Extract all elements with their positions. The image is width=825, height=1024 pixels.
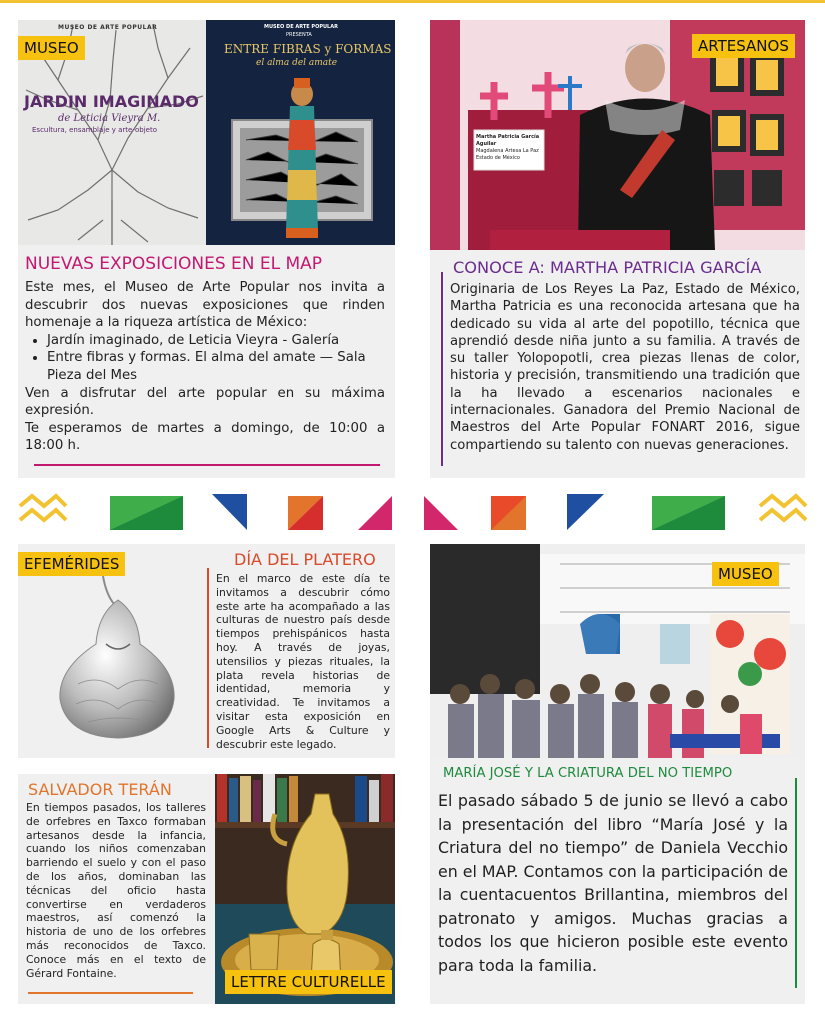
salvador-teran-body: En tiempos pasados, los talleres de orfebres en Taxco formaban artesanos desde la infancia, cuando los niños comenzaban barriendo el suelo y con el paso de los años, dominaban las técnicas del oficio hasta convertirse en verdaderos maestros, así comenzó la historia de uno de los orfebres más reconocidos de Taxco. Conoce más en el texto de Gérard Fontaine. [26, 801, 206, 980]
poster1-small-title: MUSEO DE ARTE POPULAR [58, 24, 158, 31]
artisan-placard [476, 134, 542, 162]
silver-vessel-image [48, 574, 188, 744]
list-item: • Entre fibras y formas. El alma del amate — Sala Pieza del Mes [47, 349, 385, 384]
poster2-title: ENTRE FIBRAS y FORMAS [224, 42, 392, 56]
schedule-paragraph: Te esperamos de martes a domingo, de 10:00 a 18:00 h. [25, 420, 385, 454]
top-accent-line [0, 0, 825, 3]
nuevas-exposiciones-card [18, 20, 395, 478]
dia-del-platero-heading: DÍA DEL PLATERO [234, 550, 376, 569]
green-side-rule [795, 778, 797, 988]
nuevas-exposiciones-body [25, 279, 385, 455]
amate-artwork [206, 20, 395, 245]
placard-origin: Magdalena Artesa La Paz Estado de México [476, 148, 539, 161]
orange-underline [28, 992, 193, 994]
museo-tag: MUSEO [18, 36, 85, 60]
entre-fibras-poster [206, 20, 395, 245]
poster2-small-title: MUSEO DE ARTE POPULAR [264, 24, 338, 30]
poster1-subtitle: Escultura, ensamblaje y arte-objeto [32, 126, 157, 134]
salvador-teran-card [18, 774, 395, 1004]
artesanos-card [430, 20, 805, 478]
intro-paragraph: Este mes, el Museo de Arte Popular nos invita a descubrir dos nuevas exposiciones que rinden homenaje a la riqueza artística de México: [25, 280, 385, 331]
efemerides-card [18, 544, 395, 758]
efemerides-tag: EFEMÉRIDES [18, 552, 125, 576]
maria-jose-card [430, 544, 805, 1004]
list-item: • Jardín imaginado, de Leticia Vieyra - Galería [47, 332, 385, 350]
poster1-title: JARDIN IMAGINADO [24, 92, 199, 111]
invite-paragraph: Ven a disfrutar del arte popular en su máxima expresión. [25, 385, 385, 419]
orange-side-rule [207, 568, 209, 748]
martha-heading: CONOCE A: MARTHA PATRICIA GARCÍA [453, 258, 762, 277]
magenta-underline [34, 464, 380, 466]
dia-del-platero-body: En el marco de este día te invitamos a descubrir cómo este arte ha acompañado a las culturas de nuestro país desde tiempos prehispánicos hasta hoy. A través de joyas, utensilios y piezas rituales, la plata revela historias de identidad, memoria y creatividad. Te invitamos a visitar esta exposición en Google Arts & Culture y descubrir este legado. [216, 572, 390, 751]
martha-body: Originaria de Los Reyes La Paz, Estado de México, Martha Patricia es una reconocida artesana que ha dedicado su vida al arte del popotillo, técnica que aprendió desde niña junto a su familia. A través de su taller Yolopopotli, crea piezas llenas de color, historia y precisión, transmitiendo una tradición que la ha llevado a escenarios nacionales e internacionales. Ganadora del Premio Nacional de Maestros del Arte Popular FONART 2016, sigue compartiendo su talento con nuevas generaciones. [450, 282, 800, 453]
poster2-presenta: PRESENTA [286, 32, 312, 38]
exhibitions-list [47, 332, 385, 385]
poster2-subtitle: el alma del amate [256, 58, 338, 68]
decorative-band [0, 488, 825, 538]
artesanos-tag: ARTESANOS [692, 34, 795, 58]
lettre-culturelle-tag: LETTRE CULTURELLE [225, 970, 392, 994]
maria-jose-body: El pasado sábado 5 de junio se llevó a cabo la presentación del libro “María José y la Criatura del no tiempo” de Daniela Vecchio en el MAP. Contamos con la participación de la cuentacuentos Brillantina, miembros del patronato y amigos. Muchas gracias a todos los que hicieron posible este evento para toda la familia. [438, 791, 788, 975]
poster1-author: de Leticia Vieyra M. [58, 113, 161, 124]
placard-name: Martha Patricia García Aguilar [476, 134, 540, 147]
museo2-tag: MUSEO [712, 562, 779, 586]
salvador-teran-heading: SALVADOR TERÁN [28, 780, 172, 799]
maria-jose-heading: MARÍA JOSÉ Y LA CRIATURA DEL NO TIEMPO [443, 766, 733, 781]
nuevas-exposiciones-heading: NUEVAS EXPOSICIONES EN EL MAP [25, 254, 323, 274]
purple-side-rule [441, 272, 443, 466]
